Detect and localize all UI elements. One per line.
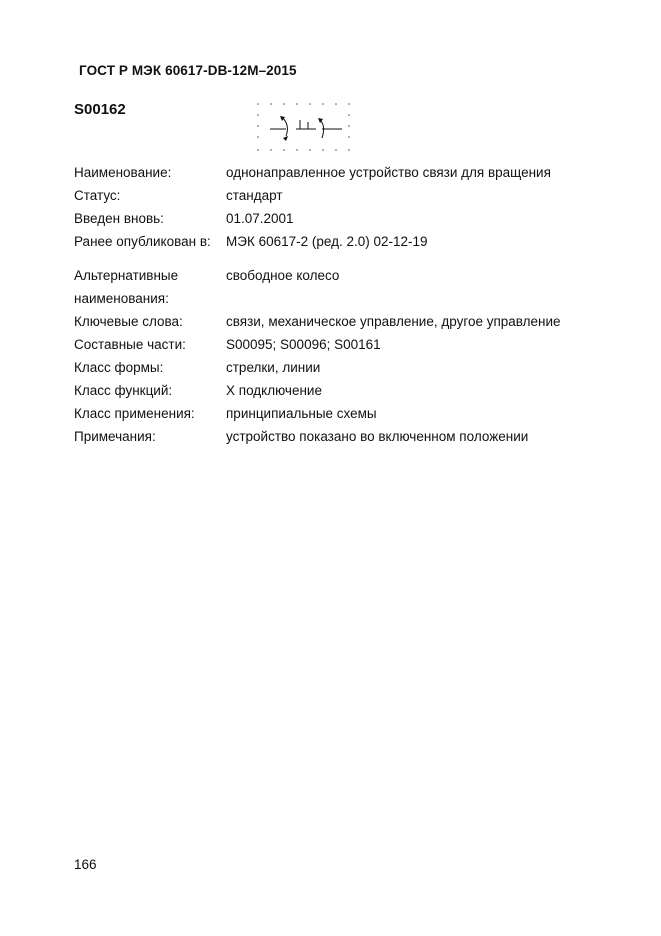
- field-label: Наименование:: [74, 165, 172, 180]
- document-header: ГОСТ Р МЭК 60617-DB-12M–2015: [79, 63, 297, 78]
- field-label: Альтернативные: [74, 268, 179, 283]
- field-value: связи, механическое управление, другое управление: [226, 314, 561, 329]
- field-value: 01.07.2001: [226, 211, 294, 226]
- symbol-code: S00162: [74, 101, 126, 118]
- field-value: S00095; S00096; S00161: [226, 337, 381, 352]
- unidirectional-coupling-symbol-icon: [250, 98, 360, 154]
- page-number: 166: [74, 857, 97, 872]
- field-label: Ранее опубликован в:: [74, 234, 211, 249]
- field-value: принципиальные схемы: [226, 406, 377, 421]
- field-label: Класс формы:: [74, 360, 164, 375]
- field-value: устройство показано во включенном положении: [226, 429, 529, 444]
- field-label: Введен вновь:: [74, 211, 164, 226]
- field-label-continuation: наименования:: [74, 291, 169, 306]
- field-label: Примечания:: [74, 429, 156, 444]
- field-value: МЭК 60617-2 (ред. 2.0) 02-12-19: [226, 234, 428, 249]
- field-label: Статус:: [74, 188, 121, 203]
- field-value: стандарт: [226, 188, 283, 203]
- field-value: однонаправленное устройство связи для вращения: [226, 165, 551, 180]
- field-label: Класс функций:: [74, 383, 173, 398]
- field-label: Составные части:: [74, 337, 186, 352]
- field-label: Ключевые слова:: [74, 314, 183, 329]
- field-value: X подключение: [226, 383, 322, 398]
- field-value: стрелки, линии: [226, 360, 321, 375]
- field-value: свободное колесо: [226, 268, 340, 283]
- field-label: Класс применения:: [74, 406, 195, 421]
